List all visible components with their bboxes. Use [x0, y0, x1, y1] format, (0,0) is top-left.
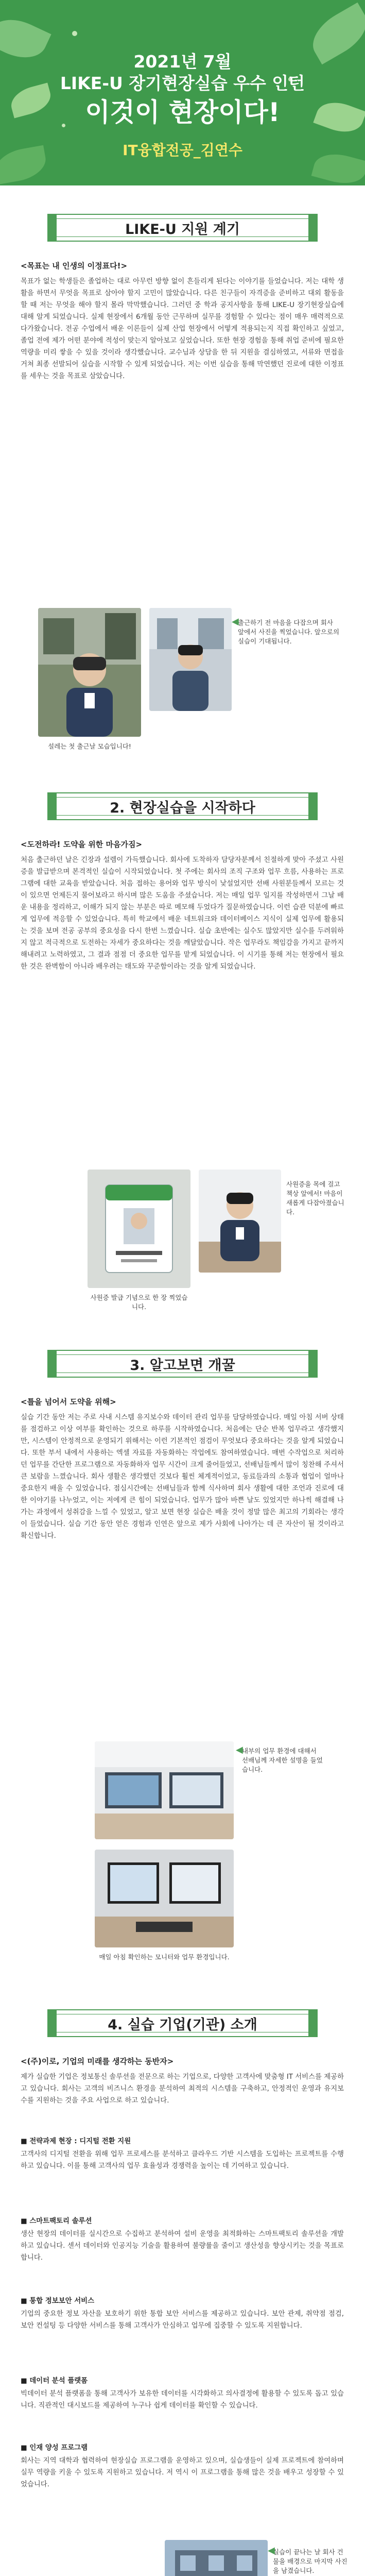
section-3-title-bar — [47, 1350, 318, 1378]
office-tour-photo-image — [95, 1741, 234, 1839]
monitor-setup-photo-image — [95, 1850, 234, 1947]
section-2-title: 2. 현장실습을 시작하다 — [53, 797, 312, 816]
first-day-photo-image — [38, 608, 141, 737]
office-entrance-photo — [149, 608, 232, 711]
section-2-body: 처음 출근하던 날은 긴장과 설렘이 가득했습니다. 회사에 도착하자 담당자분께서 친절하게 맞아 주셨고 사원증을 발급받으며 본격적인 실습이 시작되었습니다. 첫 주에는 회사의 조직 구조와 업무 흐름, 사용하는 프로그램에 대한 교육을 받았습니다. 처음 접하는 용어와 업무 방식이 낯설었지만 선배 사원분들께서 모르는 것이 있으면 언제든지 물어보라고 하시며 많은 도움을 주셨습니다. 저는 매일 업무 일지를 작성하면서 그날 배운 내용을 정리하고, 이해가 되지 않는 부분은 따로 메모해 두었다가 질문하였습니다. 이런 습관 덕분에 빠르게 업무에 적응할 수 있었습니다. 특히 학교에서 배운 네트워크와 데이터베이스 지식이 실제 업무에 활용되는 것을 보며 전공 공부의 중요성을 다시 한번 느꼈습니다. 실습 초반에는 실수도 많았지만 실수를 두려워하지 않고 적극적으로 도전하는 자세가 중요하다는 것을 깨달았습니다. 작은 업무라도 책임감을 가지고 끝까지 해내려고 노력하였고, 그 결과 점점 더 중요한 업무를 맡게 되었습니다. 이 시기를 통해 저는 현장에서 필요한 것은 완벽함이 아니라 배우려는 태도와 꾸준함이라는 것을 알게 되었습니다. — [21, 856, 344, 971]
company-item-label: ■ 인재 양성 프로그램 — [21, 2444, 88, 2452]
section-1-body: 목표가 없는 학생들은 졸업하는 대로 아무런 방향 없이 흔들리게 된다는 이야기를 들었습니다. 저는 대학 생활을 하면서 무엇을 목표로 삼아야 할지 고민이 많았습니다. 다른 친구들이 자격증을 준비하고 대외 활동을 할 때 저는 무엇을 해야 할지 몰라 막막했습니다. 그러던 중 학과 공지사항을 통해 LIKE-U 장기현장실습에 대해 알게 되었습니다. 실제 현장에서 6개월 동안 근무하며 실무를 경험할 수 있다는 점이 매우 매력적으로 다가왔습니다. 전공 수업에서 배운 이론들이 실제 산업 현장에서 어떻게 적용되는지 직접 확인하고 싶었고, 졸업 전에 제가 어떤 분야에 적성이 맞는지 알아보고 싶었습니다. 또한 현장 경험을 통해 취업 준비에 필요한 역량을 미리 쌓을 수 있을 것이라 생각했습니다. 교수님과 상담을 한 뒤 지원을 결심하였고, 서류와 면접을 거쳐 최종 선발되어 실습을 시작할 수 있게 되었습니다. 저는 이번 실습을 통해 막연했던 진로에 대한 이정표를 세우는 것을 목표로 삼았습니다. — [21, 278, 344, 380]
company-item-label: ■ 전략과제 현장 : 디지털 전환 지원 — [21, 2138, 131, 2145]
company-item-text: 회사는 지역 대학과 협력하여 현장실습 프로그램을 운영하고 있으며, 실습생들이 실제 프로젝트에 참여하며 실무 역량을 키울 수 있도록 지원하고 있습니다. 저 역시 이 프로그램을 통해 많은 것을 배우고 성장할 수 있었습니다. — [21, 2457, 344, 2488]
company-item-text: 기업의 중요한 정보 자산을 보호하기 위한 통합 보안 서비스를 제공하고 있습니다. 보안 관제, 취약점 점검, 보안 컨설팅 등 다양한 서비스를 통해 고객사가 안심하고 업무에 집중할 수 있도록 지원합니다. — [21, 2310, 344, 2330]
first-day-photo — [38, 608, 141, 737]
company-entrance-photo-image — [165, 2540, 268, 2576]
office-tour-photo — [95, 1741, 234, 1839]
id-card-photo — [88, 1170, 190, 1288]
company-item-label: ■ 데이터 분석 플랫폼 — [21, 2377, 88, 2385]
company-entrance-caption: 실습이 끝나는 날 회사 건물을 배경으로 마지막 사진을 남겼습니다. — [273, 2548, 347, 2574]
section-4-title-bar — [47, 2009, 318, 2037]
id-card-caption: 사원증 발급 기념으로 한 장 찍었습니다. — [90, 1294, 188, 1311]
first-day-caption: 설레는 첫 출근날 모습입니다! — [48, 742, 131, 750]
section-3-subtitle: <틀을 넘어서 도약을 위해> — [21, 1397, 116, 1406]
desk-portrait-photo-image — [199, 1170, 281, 1273]
section-4-subtitle: <(주)이로, 기업의 미래를 생각하는 동반자> — [21, 2057, 174, 2066]
section-4-title: 4. 실습 기업(기관) 소개 — [53, 2014, 312, 2032]
arrow-icon: ◀ — [236, 1744, 243, 1755]
section-2-title-bar — [47, 792, 318, 820]
company-item-text: 빅데이터 분석 플랫폼을 통해 고객사가 보유한 데이터를 시각화하고 의사결정에 활용할 수 있도록 돕고 있습니다. 직관적인 대시보드를 제공하여 누구나 쉽게 데이터를 확인할 수 있습니다. — [21, 2390, 344, 2410]
section-1-subtitle: <목표는 내 인생의 이정표다!> — [21, 261, 128, 270]
header-date: 2021년 7월 — [133, 52, 232, 72]
monitor-setup-caption: 매일 아침 확인하는 모니터와 업무 환경입니다. — [99, 1953, 230, 1961]
arrow-icon: ◀ — [268, 2545, 275, 2556]
arrow-icon: ◀ — [232, 616, 239, 627]
section-1-title-bar — [47, 214, 318, 242]
header-program: LIKE-U 장기현장실습 우수 인턴 — [60, 73, 305, 93]
section-2-subtitle: <도전하라! 도약을 위한 마음가짐> — [21, 840, 143, 849]
header-title: 이것이 현장이다! — [85, 97, 280, 127]
dot-decoration — [72, 31, 77, 36]
header-banner — [0, 0, 365, 185]
company-item-label: ■ 스마트팩토리 솔루션 — [21, 2217, 92, 2225]
office-entrance-photo-image — [149, 608, 232, 711]
monitor-setup-photo — [95, 1850, 234, 1947]
id-card-photo-image — [88, 1170, 190, 1288]
office-tour-caption: 내부의 업무 환경에 대해서 선배님께 자세한 설명을 들었습니다. — [242, 1747, 323, 1773]
section-3-title: 3. 알고보면 개꿀 — [53, 1354, 312, 1373]
section-4-intro: 제가 실습한 기업은 정보통신 솔루션을 전문으로 하는 기업으로, 다양한 고객사에 맞춤형 IT 서비스를 제공하고 있습니다. 회사는 고객의 비즈니스 환경을 분석하여 최적의 시스템을 구축하고, 안정적인 운영과 유지보수를 지원하는 것을 주요 사업으로 하고 있습니다. — [21, 2073, 344, 2105]
section-3-body: 실습 기간 동안 저는 주로 사내 시스템 유지보수와 데이터 관리 업무를 담당하였습니다. 매일 아침 서버 상태를 점검하고 이상 여부를 확인하는 것으로 하루를 시작하였습니다. 처음에는 단순 반복 업무라고 생각했지만, 시스템이 안정적으로 운영되기 위해서는 이런 기본적인 점검이 무엇보다 중요하다는 것을 알게 되었습니다. 또한 부서 내에서 사용하는 엑셀 자료를 자동화하는 작업에도 참여하였습니다. 매번 수작업으로 처리하던 업무를 간단한 프로그램으로 자동화하자 업무 시간이 크게 줄어들었고, 선배님들께서 많이 칭찬해 주셔서 큰 보람을 느꼈습니다. 회사 생활은 생각했던 것보다 훨씬 체계적이었고, 동료들과의 소통과 협업이 얼마나 중요한지 배울 수 있었습니다. 점심시간에는 선배님들과 함께 식사하며 회사 생활에 대한 조언과 진로에 대한 이야기를 나누었고, 이는 저에게 큰 힘이 되었습니다. 업무가 많아 바쁜 날도 있었지만 하나씩 해결해 나가는 과정에서 성취감을 느낄 수 있었고, 알고 보면 현장 실습은 배울 것이 정말 많은 최고의 기회라는 생각이 들었습니다. 실습 기간 동안 얻은 경험과 인연은 앞으로 제가 사회에 나아가는 데 큰 자산이 될 것이라고 확신합니다. — [21, 1414, 344, 1540]
company-item-text: 생산 현장의 데이터를 실시간으로 수집하고 분석하여 설비 운영을 최적화하는 스마트팩토리 솔루션을 개발하고 있습니다. 센서 데이터와 인공지능 기술을 활용하여 불량률을 줄이고 생산성을 향상시키는 것을 목표로 합니다. — [21, 2230, 344, 2262]
desk-portrait-photo — [199, 1170, 281, 1273]
office-entrance-caption: 출근하기 전 마음을 다잡으며 회사 앞에서 사진을 찍었습니다. 앞으로의 실습이 기대됩니다. — [238, 619, 340, 645]
header-author: IT융합전공_김연수 — [123, 142, 242, 159]
desk-portrait-caption: 사원증을 목에 걸고 책상 앞에서! 마음이 새롭게 다잡아졌습니다. — [286, 1180, 344, 1216]
company-entrance-photo — [165, 2540, 268, 2576]
company-item-text: 고객사의 디지털 전환을 위해 업무 프로세스를 분석하고 클라우드 기반 시스템을 도입하는 프로젝트를 수행하고 있습니다. 이를 통해 고객사의 업무 효율성과 경쟁력을 높이는 데 기여하고 있습니다. — [21, 2150, 344, 2170]
section-1-title: LIKE-U 지원 계기 — [53, 218, 312, 237]
company-item-label: ■ 통합 정보보안 서비스 — [21, 2297, 95, 2305]
